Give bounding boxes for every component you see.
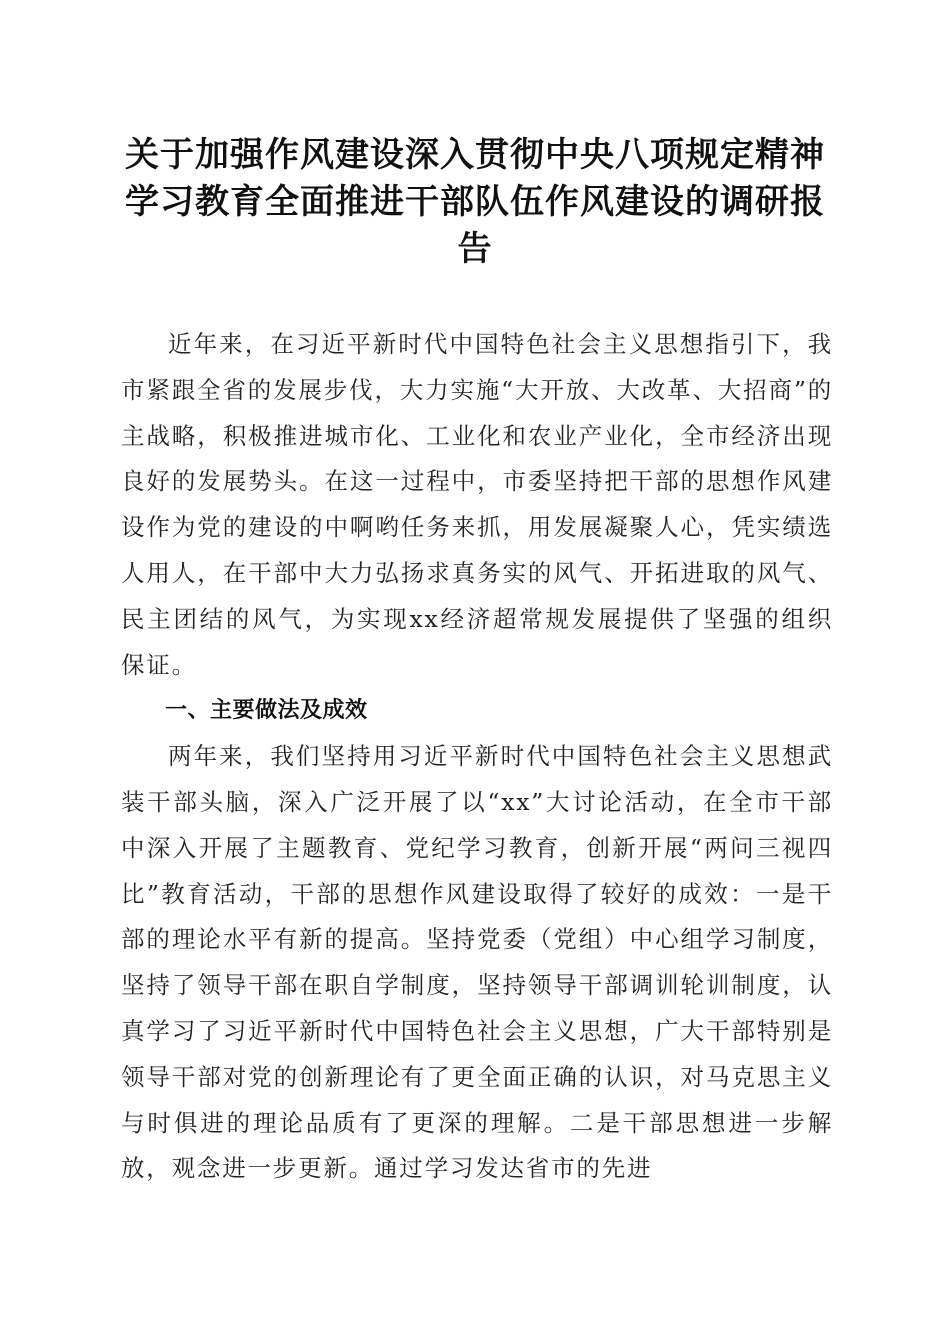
section-paragraph: 两年来，我们坚持用习近平新时代中国特色社会主义思想武装干部头脑，深入广泛开展了以“xx”大讨论活动，在全市干部中深入开展了主题教育、党纪学习教育，创新开展“两问三视四比”教育活动，干部的思想作风建设取得了较好的成效：一是干部的理论水平有新的提高。坚持党委（党组）中心组学习制度，坚持了领导干部在职自学制度，坚持领导干部调训轮训制度，认真学习了习近平新时代中国特色社会主义思想，广大干部特别是领导干部对党的创新理论有了更全面正确的认识，对马克思主义与时俱进的理论品质有了更深的理解。二是干部思想进一步解放，观念进一步更新。通过学习发达省市的先进: [121, 742, 833, 1183]
document-title: 关于加强作风建设深入贯彻中央八项规定精神学习教育全面推进干部队伍作风建设的调研报告: [125, 135, 825, 269]
document-body: [121, 322, 833, 1192]
section-heading: 一、主要做法及成效: [165, 698, 368, 724]
intro-paragraph: 近年来，在习近平新时代中国特色社会主义思想指引下，我市紧跟全省的发展步伐，大力实施“大开放、大改革、大招商”的主战略，积极推进城市化、工业化和农业产业化，全市经济出现良好的发展势头。在这一过程中，市委坚持把干部的思想作风建设作为党的建设的中啊哟任务来抓，用发展凝聚人心，凭实绩选人用人，在干部中大力弘扬求真务实的风气、开拓进取的风气、民主团结的风气，为实现xx经济超常规发展提供了坚强的组织保证。: [121, 330, 833, 679]
